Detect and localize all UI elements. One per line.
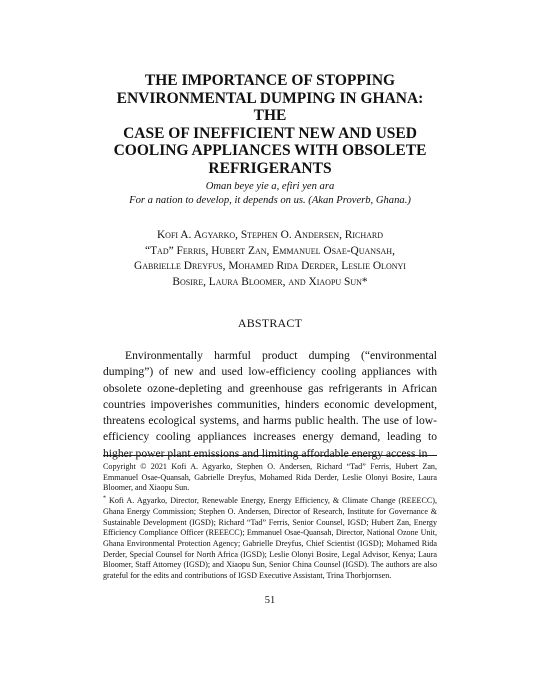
abstract-paragraph: Environmentally harmful product dumping (“environmental dumping”) of new and used low-efficiency cooling appliances with obsolete ozone-depleting and greenhouse gas refrigerants in African countries impoverishes communities, hinders economic development, threatens ecological systems, and harms public health. The use of low-efficiency cooling appliances increases energy demand, leading to higher power plant emissions and limiting affordable energy access in (103, 349, 437, 460)
author-list (103, 228, 437, 290)
page-number: 51 (264, 595, 276, 606)
author-footnote-text: Kofi A. Agyarko, Director, Renewable Energy, Energy Efficiency, & Climate Change (REEECC), Ghana Energy Commission; Stephen O. Andersen, Director of Research, Institute for Governance & Sustainable Development (IGSD); Richard “Tad” Ferris, Senior Counsel, IGSD; Hubert Zan, Energy Efficiency Compliance Officer (REEECC); Emmanuel Osae-Quansah, Director, National Ozone Unit, Ghana Environmental Protection Agency; Gabrielle Dreyfus, Chief Scientist (IGSD); Mohamed Rida Derder, Special Counsel for North Africa (IGSD); Leslie Olonyi Bosire, Legal Advisor, Kenya; Laura Bloomer, Staff Attorney (IGSD); and Xiaopu Sun, Senior China Counsel (IGSD). The authors are also grateful for the edits and contributions of IGSD Executive Assistant, Trina Thorbjornsen. (103, 496, 437, 581)
title-line: CASE OF INEFFICIENT NEW AND USED (123, 124, 417, 142)
title-line: REFRIGERANTS (208, 159, 332, 177)
epigraph-translation: For a nation to develop, it depends on us. (Akan Proverb, Ghana.) (129, 194, 411, 206)
footnote-marker: * (103, 495, 106, 502)
author-line: Bosire, Laura Bloomer, and Xiaopu Sun* (172, 275, 368, 288)
title-line: COOLING APPLIANCES WITH OBSOLETE (113, 142, 427, 159)
author-line: “Tad” Ferris, Hubert Zan, Emmanuel Osae-Quansah, (145, 244, 395, 257)
title-line: THE IMPORTANCE OF STOPPING (144, 72, 396, 89)
epigraph-proverb: Oman beye yie a, efiri yen ara (205, 181, 335, 192)
author-footnote (103, 496, 437, 582)
copyright-notice: Copyright © 2021 Kofi A. Agyarko, Stephen O. Andersen, Richard “Tad” Ferris, Hubert Zan, Emmanuel Osae-Quansah, Gabrielle Dreyfus, Mohamed Rida Derder, Leslie Olonyi Bosire, Laura Bloomer, and Xiaopu Sun. (103, 462, 437, 493)
footnotes (103, 462, 437, 584)
epigraph (103, 180, 437, 207)
footnote-divider (103, 455, 437, 456)
article-title (103, 72, 437, 177)
author-line: Kofi A. Agyarko, Stephen O. Andersen, Richard (156, 229, 384, 241)
title-line: ENVIRONMENTAL DUMPING IN GHANA: THE (116, 89, 424, 124)
abstract-heading: ABSTRACT (237, 316, 303, 330)
author-line: Gabrielle Dreyfus, Mohamed Rida Derder, Leslie Olonyi (134, 260, 406, 272)
